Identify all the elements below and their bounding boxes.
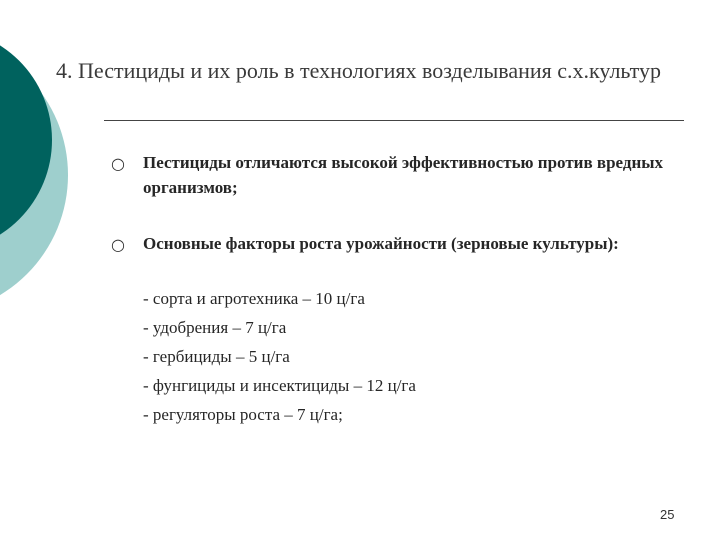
factor-item: - регуляторы роста – 7 ц/га;: [143, 405, 343, 424]
bullet-item-1: Пестициды отличаются высокой эффективностью против вредных организмов;: [143, 153, 664, 197]
bullet-marker-2: ○: [111, 235, 125, 254]
page-number: 25: [660, 507, 675, 522]
factor-item: - гербициды – 5 ц/га: [143, 347, 290, 366]
bullet-item-2: Основные факторы роста урожайности (зерновые культуры):: [143, 234, 619, 253]
bullet-marker-1: ○: [111, 154, 125, 173]
factor-item: - сорта и агротехника – 10 ц/га: [143, 289, 365, 308]
factors-list: [143, 284, 693, 429]
factor-item: - удобрения – 7 ц/га: [143, 318, 287, 337]
slide-title: 4. Пестициды и их роль в технологиях возделывания с.х.культур: [56, 58, 661, 83]
title-divider: [104, 120, 684, 121]
decorative-circles: [0, 0, 120, 320]
factor-item: - фунгициды и инсектициды – 12 ц/га: [143, 376, 416, 395]
